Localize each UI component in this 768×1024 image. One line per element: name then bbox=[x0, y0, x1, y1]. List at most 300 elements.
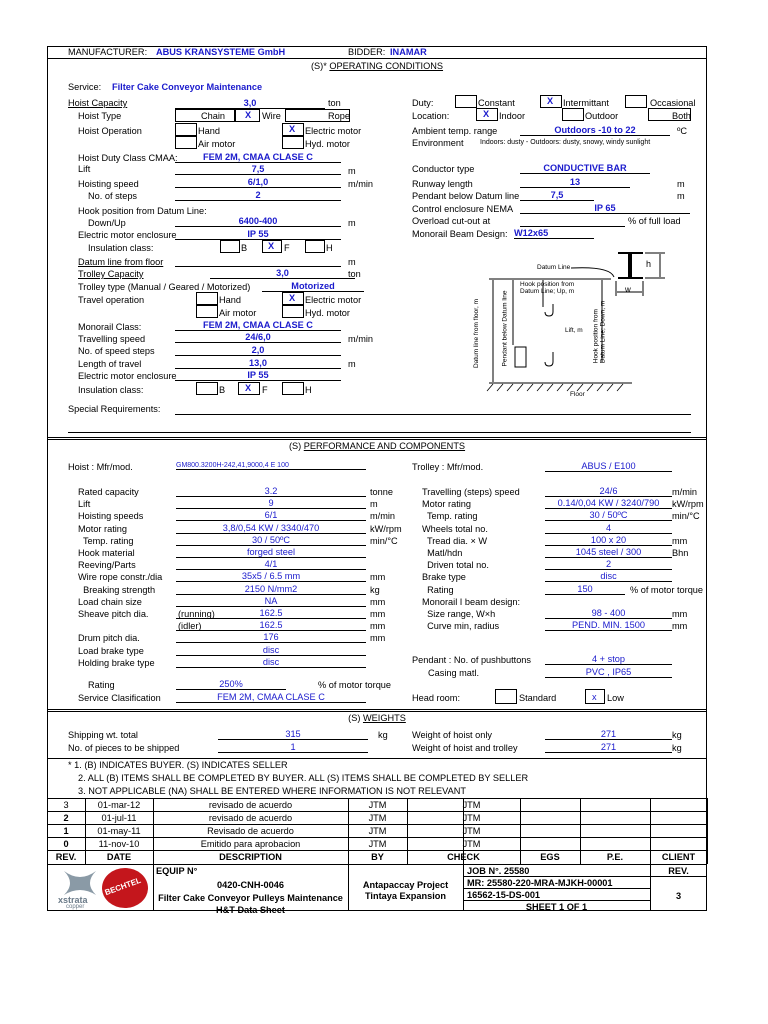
speed-steps-label: No. of speed steps bbox=[78, 346, 155, 356]
constant-checkbox[interactable] bbox=[455, 95, 477, 108]
headroom-standard-checkbox[interactable] bbox=[495, 689, 517, 704]
perf-right-label: Temp. rating bbox=[422, 511, 478, 522]
weights-title bbox=[47, 713, 707, 723]
weights-title-text: WEIGHTS bbox=[362, 713, 406, 723]
travelling-speed-unit: m/min bbox=[348, 334, 374, 344]
perf-right-value: 100 x 20 bbox=[545, 535, 672, 546]
outdoor-checkbox[interactable] bbox=[562, 108, 584, 121]
performance-title-prefix: (S) bbox=[288, 441, 302, 451]
note-1: * 1. (B) INDICATES BUYER. (S) INDICATES SELLER bbox=[68, 760, 288, 770]
perf-right-unit: mm bbox=[672, 609, 688, 619]
perf-right-value: 2 bbox=[545, 559, 672, 570]
trolley-enclosure-label: Electric motor enclosure bbox=[78, 371, 177, 381]
revision-header-date: DATE bbox=[106, 852, 132, 862]
bechtel-logo-text: BECHTEL bbox=[103, 875, 143, 898]
special-requirements-line-1[interactable] bbox=[175, 414, 691, 415]
perf-right-label: Driven total no. bbox=[422, 560, 489, 571]
xstrata-logo bbox=[60, 867, 100, 897]
trolley-enclosure-value: IP 55 bbox=[175, 370, 341, 381]
lift-label: Lift bbox=[78, 164, 91, 174]
perf-left-unit: mm bbox=[370, 596, 386, 607]
brake-rating-value: 250% bbox=[176, 679, 286, 690]
hoist-only-value: 271 bbox=[545, 729, 672, 740]
title-line-2: H&T Data Sheet bbox=[216, 905, 285, 915]
project-line-1: Antapaccay Project bbox=[362, 880, 449, 890]
manufacturer-label: MANUFACTURER: bbox=[68, 47, 148, 57]
hoist-capacity-unit: ton bbox=[328, 98, 341, 108]
intermittant-mark: X bbox=[547, 96, 554, 106]
pendant-buttons-label: Pendant : No. of pushbuttons bbox=[412, 655, 532, 665]
perf-left-label: Reeving/Parts bbox=[78, 560, 136, 571]
hoist-trolley-label: Weight of hoist and trolley bbox=[412, 743, 518, 753]
hook-position-label: Hook position from Datum Line: bbox=[78, 206, 207, 216]
no-steps-value: 2 bbox=[175, 190, 341, 201]
perf-left-label: Temp. rating bbox=[78, 535, 134, 546]
no-steps-label: No. of steps bbox=[88, 191, 138, 201]
hoist-capacity-value: 3,0 bbox=[175, 98, 325, 109]
perf-right-unit: Bhn bbox=[672, 548, 689, 558]
hand-label: Hand bbox=[198, 126, 220, 136]
diagram-lift-label: Lift, m bbox=[565, 327, 583, 334]
perf-right-label: Brake type bbox=[422, 572, 466, 583]
revision-header-rev: REV. bbox=[55, 852, 77, 862]
revision-number: 1 bbox=[63, 826, 69, 836]
perf-right-label: Motor rating bbox=[422, 499, 472, 510]
perf-left-label: Drum pitch dia. bbox=[78, 633, 140, 644]
perf-left-unit: tonne bbox=[370, 487, 393, 497]
trolley-ins-h-label: H bbox=[305, 385, 312, 395]
revision-row-line bbox=[47, 850, 707, 851]
diagram-pendant-below-label: Pendant below Datum line bbox=[501, 290, 509, 367]
hoist-trolley-unit: kg bbox=[672, 743, 682, 753]
perf-left-value: forged steel bbox=[176, 547, 366, 558]
hoist-operation-label: Hoist Operation bbox=[78, 126, 142, 136]
ambient-label: Ambient temp. range bbox=[412, 126, 498, 136]
trolley-capacity-label: Trolley Capacity bbox=[78, 269, 144, 279]
chain-label: Chain bbox=[201, 111, 226, 121]
service-class-label: Service Clasification bbox=[78, 693, 161, 703]
travel-hyd-checkbox[interactable] bbox=[282, 305, 304, 318]
trolley-mfr-value: ABUS / E100 bbox=[545, 461, 672, 472]
perf-right-label: Size range, W×h bbox=[422, 609, 496, 619]
datum-line-label: Datum line from floor bbox=[78, 257, 164, 267]
location-label: Location: bbox=[412, 111, 450, 121]
hoist-trolley-value: 271 bbox=[545, 742, 672, 753]
perf-right-label: Travelling (steps) speed bbox=[422, 487, 520, 497]
equip-value: 0420-CNH-0046 bbox=[217, 880, 284, 890]
revision-check: JTM bbox=[462, 813, 481, 823]
xstrata-logo-text: xstrata bbox=[58, 895, 88, 905]
diagram-h-label: h bbox=[646, 259, 652, 269]
trolley-ins-b-label: B bbox=[219, 385, 226, 395]
perf-right-label: Matl/hdn bbox=[422, 548, 463, 558]
perf-left-value: 3,8/0,54 KW / 3340/470 bbox=[176, 523, 366, 534]
shipping-unit: kg bbox=[378, 730, 388, 740]
perf-left-unit: kg bbox=[370, 584, 380, 595]
title-block-rev-line bbox=[650, 876, 707, 877]
bidder-label: BIDDER: bbox=[348, 47, 386, 57]
travel-hand-label: Hand bbox=[219, 295, 241, 305]
pendant-label: Pendant below Datum line bbox=[412, 191, 520, 201]
hoist-capacity-label: Hoist Capacity bbox=[68, 98, 128, 108]
hoist-mfr-label: Hoist : Mfr/mod. bbox=[68, 462, 133, 472]
insulation-h-label: H bbox=[326, 243, 333, 253]
insulation-h-checkbox[interactable] bbox=[305, 240, 325, 253]
title-block-line-1 bbox=[463, 876, 650, 877]
pieces-value: 1 bbox=[218, 742, 368, 753]
perf-right-value: 0.14/0,04 KW / 3240/790 bbox=[545, 498, 672, 509]
revision-date: 01-jul-11 bbox=[101, 813, 137, 823]
control-label: Control enclosure NEMA bbox=[412, 204, 514, 214]
air-motor-label: Air motor bbox=[198, 139, 236, 149]
diagram-hook-up-label: Hook position from Datum Line; Up, m bbox=[520, 281, 575, 295]
pendant-unit: m bbox=[677, 191, 685, 201]
manufacturer-value: ABUS KRANSYSTEME GmbH bbox=[156, 47, 286, 57]
performance-title bbox=[47, 441, 707, 451]
revision-check: JTM bbox=[462, 826, 481, 836]
mr-number: MR: 25580-220-MRA-MJKH-00001 bbox=[467, 878, 613, 888]
revision-date: 11-nov-10 bbox=[98, 839, 140, 849]
perf-left-value: 6/1 bbox=[176, 510, 366, 521]
travel-electric-mark: X bbox=[289, 293, 296, 303]
trolley-ins-b-checkbox[interactable] bbox=[196, 382, 218, 395]
header-divider bbox=[47, 58, 707, 59]
notes-divider bbox=[47, 758, 707, 759]
revision-number: 0 bbox=[63, 839, 69, 849]
duty-class-label: Hoist Duty Class CMAA: bbox=[78, 153, 178, 163]
length-travel-value: 13,0 bbox=[175, 358, 341, 369]
trolley-ins-h-checkbox[interactable] bbox=[282, 382, 304, 395]
hoist-only-label: Weight of hoist only bbox=[412, 730, 493, 740]
wire-mark: X bbox=[245, 110, 252, 120]
perf-left-label: Rated capacity bbox=[78, 487, 139, 497]
perf-left-unit: m/min bbox=[370, 511, 396, 522]
perf-right-label: Wheels total no. bbox=[422, 523, 488, 534]
diagram-w-label: w bbox=[625, 285, 631, 294]
both-label: Both bbox=[672, 111, 691, 121]
occasional-label: Occasional bbox=[650, 98, 696, 108]
control-value: IP 65 bbox=[520, 203, 690, 214]
perf-right-unit: mm bbox=[672, 535, 688, 546]
weights-divider bbox=[47, 709, 707, 712]
travel-hand-checkbox[interactable] bbox=[196, 292, 218, 305]
beam-value: W12x65 bbox=[514, 228, 594, 239]
title-rev-label: REV. bbox=[668, 866, 689, 876]
trolley-capacity-unit: ton bbox=[348, 269, 361, 279]
perf-right-unit: min/°C bbox=[672, 511, 700, 522]
overload-field[interactable] bbox=[520, 226, 625, 227]
perf-left-unit: mm bbox=[370, 633, 386, 644]
revision-row-line bbox=[47, 824, 707, 825]
constant-label: Constant bbox=[478, 98, 515, 108]
revision-header-check: CHECK bbox=[447, 852, 480, 862]
perf-right-value: 98 - 400 bbox=[545, 608, 672, 619]
perf-right-unit: mm bbox=[672, 621, 688, 632]
xstrata-logo-sub: copper bbox=[66, 904, 85, 910]
revision-description: Revisado de acuerdo bbox=[207, 826, 294, 836]
trolley-type-value: Motorized bbox=[262, 281, 364, 292]
revision-header-by: BY bbox=[371, 852, 384, 862]
hyd-motor-checkbox[interactable] bbox=[282, 136, 304, 149]
performance-divider bbox=[47, 437, 707, 440]
hoist-only-unit: kg bbox=[672, 730, 682, 740]
perf-left-label: Sheave pitch dia. bbox=[78, 609, 149, 619]
casing-value: PVC , IP65 bbox=[545, 667, 672, 678]
trolley-insulation-label: Insulation class: bbox=[78, 385, 144, 395]
title-rev-value: 3 bbox=[675, 891, 682, 901]
diagram-hook-down-label: Hook position from Datum Line; Down, m bbox=[592, 300, 607, 364]
perf-left-value: 2150 N/mm2 bbox=[176, 584, 366, 595]
revision-date: 01-may-11 bbox=[97, 826, 141, 836]
revision-check: JTM bbox=[462, 839, 481, 849]
ambient-unit: ºC bbox=[677, 126, 687, 136]
runway-value: 13 bbox=[520, 177, 630, 188]
runway-label: Runway length bbox=[412, 179, 473, 189]
revision-row-line bbox=[47, 837, 707, 838]
title-block-line-3 bbox=[463, 900, 650, 901]
perf-right-value: PEND. MIN. 1500 bbox=[545, 620, 672, 631]
pendant-value: 7,5 bbox=[520, 190, 594, 201]
casing-label: Casing matl. bbox=[428, 668, 480, 678]
diagram-datum-floor-label: Datum line from floor, m bbox=[473, 299, 480, 368]
special-requirements-line-2[interactable] bbox=[68, 432, 691, 433]
revision-description: revisado de acuerdo bbox=[208, 800, 293, 810]
note-3: 3. NOT APPLICABLE (NA) SHALL BE ENTERED WHERE INFORMATION IS NOT RELEVANT bbox=[78, 786, 466, 796]
perf-right-unit: % of motor torque bbox=[630, 584, 704, 595]
revision-by: JTM bbox=[368, 826, 387, 836]
revision-description: revisado de acuerdo bbox=[208, 813, 293, 823]
perf-left-unit: min/°C bbox=[370, 535, 398, 546]
duty-label: Duty: bbox=[412, 98, 434, 108]
perf-right-value: 150 bbox=[545, 584, 625, 595]
travel-air-checkbox[interactable] bbox=[196, 305, 218, 318]
datum-line-unit: m bbox=[348, 257, 356, 267]
perf-left-label: Breaking strength bbox=[78, 584, 156, 595]
lift-unit: m bbox=[348, 166, 356, 176]
hoisting-speed-value: 6/1,0 bbox=[175, 177, 341, 188]
beam-label: Monorail Beam Design: bbox=[412, 229, 508, 239]
perf-left-sub: (idler) bbox=[178, 621, 202, 632]
speed-steps-value: 2,0 bbox=[175, 345, 341, 356]
perf-left-label: Hoisting speeds bbox=[78, 511, 144, 522]
outdoor-label: Outdoor bbox=[585, 111, 619, 121]
service-value: Filter Cake Conveyor Maintenance bbox=[112, 82, 263, 92]
length-travel-label: Length of travel bbox=[78, 359, 142, 369]
perf-left-label: Wire rope constr./dia bbox=[78, 572, 163, 583]
headroom-low-mark: x bbox=[592, 692, 597, 702]
perf-right-label: Rating bbox=[422, 584, 454, 595]
conductor-value: CONDUCTIVE BAR bbox=[520, 163, 650, 174]
monorail-class-value: FEM 2M, CMAA CLASE C bbox=[175, 320, 341, 331]
perf-left-unit: mm bbox=[370, 609, 386, 619]
perf-left-value: NA bbox=[176, 596, 366, 607]
job-number: JOB N°. 25580 bbox=[467, 866, 530, 876]
operating-title-prefix: (S)* bbox=[310, 61, 327, 71]
travel-electric-label: Electric motor bbox=[305, 295, 362, 305]
perf-left-value: 4/1 bbox=[176, 559, 366, 570]
perf-left-value: disc bbox=[176, 657, 366, 668]
revision-by: JTM bbox=[368, 800, 387, 810]
hoisting-speed-label: Hoisting speed bbox=[78, 179, 139, 189]
trolley-ins-f-label: F bbox=[262, 385, 268, 395]
revision-row-line bbox=[47, 811, 707, 812]
revision-by: JTM bbox=[368, 813, 387, 823]
revision-header-pe: P.E. bbox=[606, 852, 624, 862]
environment-value: Indoors: dusty - Outdoors: dusty, snowy, windy sunlight bbox=[480, 139, 651, 146]
brake-rating-unit: % of motor torque bbox=[318, 680, 392, 690]
perf-left-label: Holding brake type bbox=[78, 657, 155, 668]
air-motor-checkbox[interactable] bbox=[175, 136, 197, 149]
lift-value: 7,5 bbox=[175, 164, 341, 175]
perf-right-value: 30 / 50ºC bbox=[545, 510, 672, 521]
perf-right-unit: m/min bbox=[672, 487, 698, 497]
perf-left-value: 35x5 / 6.5 mm bbox=[176, 571, 366, 582]
revision-description: Emitido para aprobacion bbox=[200, 839, 301, 849]
perf-right-unit: kW/rpm bbox=[672, 499, 704, 510]
operating-title bbox=[47, 61, 707, 71]
hyd-motor-label: Hyd. motor bbox=[305, 139, 350, 149]
trolley-mfr-label: Trolley : Mfr/mod. bbox=[412, 462, 484, 472]
travelling-speed-label: Travelling speed bbox=[78, 334, 146, 344]
headroom-low-label: Low bbox=[607, 693, 624, 703]
perf-left-value: 162.5 bbox=[176, 608, 366, 619]
travel-operation-label: Travel operation bbox=[78, 295, 145, 305]
title-line-1: Filter Cake Conveyor Pulleys Maintenance bbox=[158, 893, 343, 903]
trolley-type-label: Trolley type (Manual / Geared / Motorized) bbox=[78, 282, 251, 292]
datum-line-field[interactable] bbox=[175, 266, 341, 267]
title-block-line-2 bbox=[463, 888, 650, 889]
down-up-unit: m bbox=[348, 218, 356, 228]
doc-number: 16562-15-DS-001 bbox=[467, 890, 541, 900]
length-travel-unit: m bbox=[348, 359, 356, 369]
trolley-capacity-value: 3,0 bbox=[210, 268, 355, 279]
headroom-label: Head room: bbox=[412, 693, 461, 703]
brake-rating-label: Rating bbox=[88, 680, 115, 690]
monorail-class-label: Monorail Class: bbox=[78, 322, 142, 332]
revision-by: JTM bbox=[368, 839, 387, 849]
hoisting-speed-unit: m/min bbox=[348, 179, 374, 189]
hand-checkbox[interactable] bbox=[175, 123, 197, 136]
title-block-top bbox=[47, 864, 707, 865]
perf-left-sub: (running) bbox=[178, 609, 215, 619]
duty-class-value: FEM 2M, CMAA CLASE C bbox=[175, 152, 341, 163]
hoist-mfr-value: GM800.3200H-242,41,9000,4 E 100 bbox=[176, 462, 366, 470]
performance-title-text: PERFORMANCE AND COMPONENTS bbox=[303, 441, 466, 451]
overload-unit: % of full load bbox=[628, 216, 681, 226]
perf-left-label: Load brake type bbox=[78, 645, 144, 656]
perf-left-label: Hook material bbox=[78, 548, 135, 558]
perf-left-label: Load chain size bbox=[78, 596, 142, 607]
insulation-f-mark: X bbox=[268, 241, 275, 251]
insulation-b-label: B bbox=[241, 243, 248, 253]
conductor-label: Conductor type bbox=[412, 164, 475, 174]
revision-number: 3 bbox=[63, 800, 69, 810]
perf-left-unit: mm bbox=[370, 621, 386, 632]
revision-header-desc: DESCRIPTION bbox=[219, 852, 282, 862]
rope-label: Rope bbox=[328, 111, 350, 121]
perf-left-label: Motor rating bbox=[78, 523, 128, 534]
shipping-label: Shipping wt. total bbox=[68, 730, 138, 740]
insulation-b-checkbox[interactable] bbox=[220, 240, 240, 253]
perf-right-label: Monorail I beam design: bbox=[422, 596, 521, 607]
service-label: Service: bbox=[68, 82, 102, 92]
perf-left-value: 3.2 bbox=[176, 486, 366, 497]
revision-row-line bbox=[47, 798, 707, 799]
headroom-standard-label: Standard bbox=[519, 693, 557, 703]
revision-check: JTM bbox=[462, 800, 481, 810]
perf-left-value: disc bbox=[176, 645, 366, 656]
motor-enclosure-value: IP 55 bbox=[175, 229, 341, 240]
environment-label: Environment bbox=[412, 138, 464, 148]
revision-header-egs: EGS bbox=[540, 852, 560, 862]
occasional-checkbox[interactable] bbox=[625, 95, 647, 108]
perf-right-value: 24/6 bbox=[545, 486, 672, 497]
electric-motor-label: Electric motor bbox=[305, 126, 362, 136]
perf-left-unit: mm bbox=[370, 572, 386, 583]
overload-label: Overload cut-out at bbox=[412, 216, 491, 226]
special-requirements-label: Special Requirements: bbox=[68, 404, 161, 414]
pendant-buttons-value: 4 + stop bbox=[545, 654, 672, 665]
perf-right-value: 1045 steel / 300 bbox=[545, 547, 672, 558]
perf-right-value: disc bbox=[545, 571, 672, 582]
perf-left-value: 176 bbox=[176, 632, 366, 643]
motor-enclosure-label: Electric motor enclosure bbox=[78, 230, 177, 240]
perf-left-value: 162.5 bbox=[176, 620, 366, 631]
runway-unit: m bbox=[677, 179, 685, 189]
diagram-datum-line-label: Datum Line bbox=[537, 264, 571, 271]
insulation-f-label: F bbox=[284, 243, 290, 253]
revision-header-client: CLIENT bbox=[661, 852, 696, 862]
indoor-label: Indoor bbox=[499, 111, 526, 121]
perf-left-value: 30 / 50ºC bbox=[176, 535, 366, 546]
hoist-type-label: Hoist Type bbox=[78, 111, 122, 121]
perf-left-unit: m bbox=[370, 499, 378, 510]
intermittant-label: Intermittant bbox=[563, 98, 609, 108]
down-up-value: 6400-400 bbox=[175, 216, 341, 227]
equip-label: EQUIP N° bbox=[156, 866, 198, 876]
shipping-value: 315 bbox=[218, 729, 368, 740]
perf-left-unit: kW/rpm bbox=[370, 523, 402, 534]
down-up-label: Down/Up bbox=[88, 218, 126, 228]
perf-left-label: Lift bbox=[78, 499, 91, 510]
perf-right-label: Curve min, radius bbox=[422, 621, 500, 632]
electric-motor-mark: X bbox=[289, 124, 296, 134]
wire-label: Wire bbox=[262, 111, 281, 121]
note-2: 2. ALL (B) ITEMS SHALL BE COMPLETED BY BUYER. ALL (S) ITEMS SHALL BE COMPLETED BY SELLER bbox=[78, 773, 529, 783]
bidder-value: INAMAR bbox=[390, 47, 427, 57]
revision-col-line bbox=[707, 798, 708, 864]
travel-hyd-label: Hyd. motor bbox=[305, 308, 350, 318]
revision-number: 2 bbox=[63, 813, 69, 823]
revision-date: 01-mar-12 bbox=[97, 800, 141, 810]
travelling-speed-value: 24/6,0 bbox=[175, 332, 341, 343]
operating-title-text: OPERATING CONDITIONS bbox=[329, 61, 444, 71]
perf-right-label: Tread dia. × W bbox=[422, 535, 488, 546]
sheet-number: SHEET 1 OF 1 bbox=[525, 902, 588, 912]
project-line-2: Tintaya Expansion bbox=[364, 891, 446, 901]
insulation-label: Insulation class: bbox=[88, 243, 154, 253]
service-class-value: FEM 2M, CMAA CLASE C bbox=[176, 692, 366, 703]
pieces-label: No. of pieces to be shipped bbox=[68, 743, 180, 753]
perf-left-value: 9 bbox=[176, 498, 366, 509]
indoor-mark: X bbox=[483, 109, 490, 119]
weights-title-prefix: (S) bbox=[348, 713, 361, 723]
diagram-floor-label: Floor bbox=[570, 391, 585, 398]
travel-air-label: Air motor bbox=[219, 308, 257, 318]
perf-right-value: 4 bbox=[545, 523, 672, 534]
trolley-ins-f-mark: X bbox=[245, 383, 252, 393]
ambient-value: Outdoors -10 to 22 bbox=[520, 125, 670, 136]
